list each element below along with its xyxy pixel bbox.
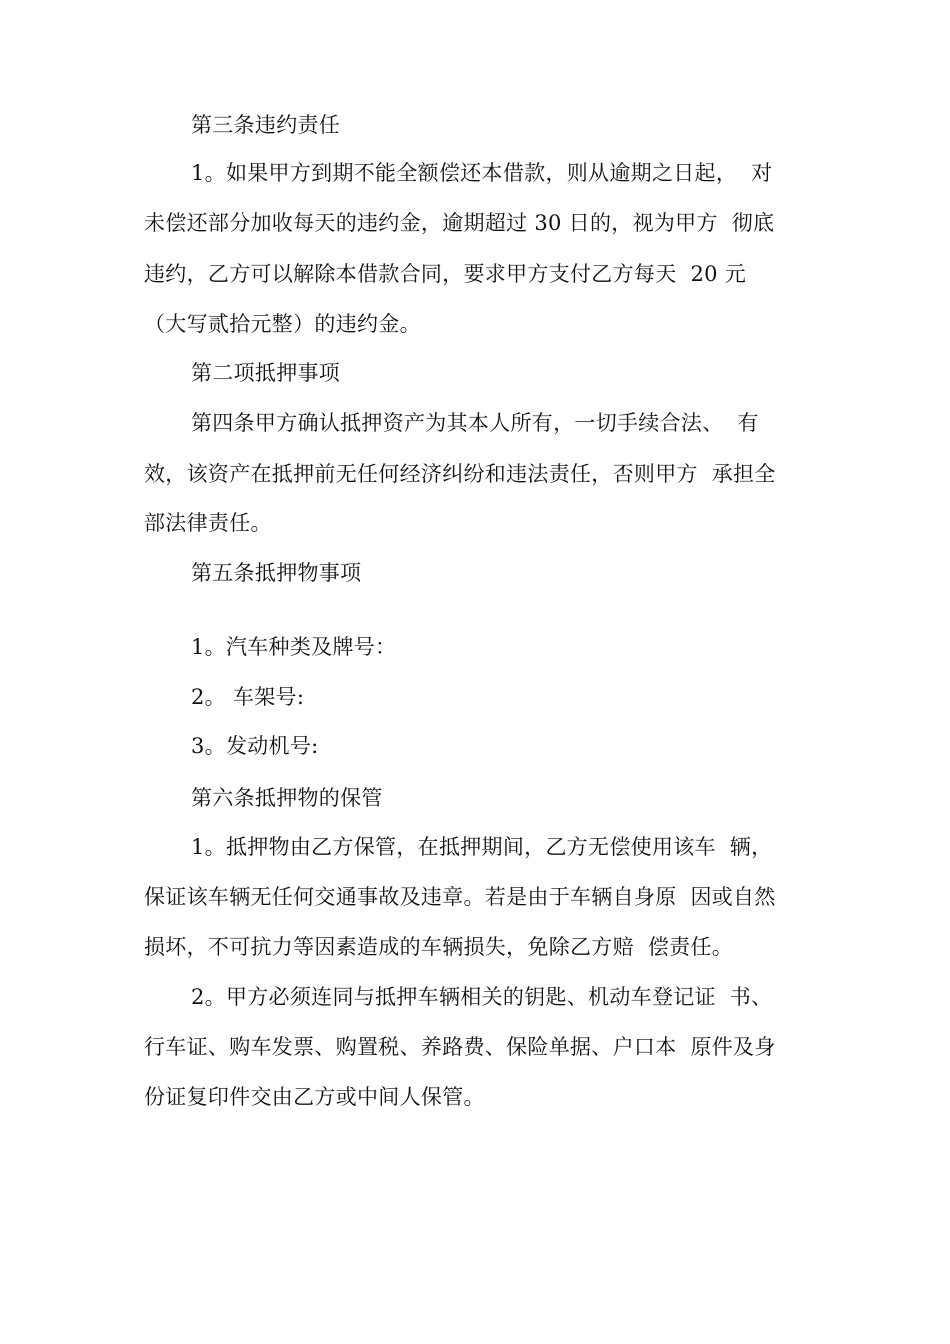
paragraph-line: 1。抵押物由乙方保管，在抵押期间，乙方无偿使用该车 辆， (191, 835, 773, 859)
paragraph-line: 损坏，不可抗力等因素造成的车辆损失，免除乙方赔 偿责任。 (144, 935, 734, 959)
list-item: 1。汽车种类及牌号： (191, 635, 397, 659)
paragraph-line: （大写贰拾元整）的违约金。 (144, 312, 421, 336)
paragraph-line: 1。如果甲方到期不能全额偿还本借款，则从逾期之日起， 对 (191, 161, 773, 185)
paragraph-line: 保证该车辆无任何交通事故及违章。若是由于车辆自身原 因或自然 (144, 885, 776, 909)
list-item: 2。 车架号: (191, 685, 305, 709)
paragraph-line: 违约，乙方可以解除本借款合同，要求甲方支付乙方每天 20 元 (144, 262, 747, 286)
list-item: 3。发动机号: (191, 734, 319, 758)
article-6-heading: 第六条抵押物的保管 (191, 786, 383, 810)
paragraph-line: 2。甲方必须连同与抵押车辆相关的钥匙、机动车登记证 书、 (191, 985, 773, 1009)
article-4-line: 第四条甲方确认抵押资产为其本人所有，一切手续合法、 有 (191, 411, 759, 435)
paragraph-line: 未偿还部分加收每天的违约金，逾期超过 30 日的，视为甲方 彻底 (144, 211, 775, 235)
section-2-heading: 第二项抵押事项 (191, 361, 341, 385)
article-5-heading: 第五条抵押物事项 (191, 561, 362, 585)
paragraph-line: 部法律责任。 (144, 511, 272, 535)
article-3-heading: 第三条违约责任 (191, 113, 341, 137)
paragraph-line: 效，该资产在抵押前无任何经济纠纷和违法责任，否则甲方 承担全 (144, 462, 776, 486)
paragraph-line: 份证复印件交由乙方或中间人保管。 (144, 1085, 485, 1109)
paragraph-line: 行车证、购车发票、购置税、养路费、保险单据、户口本 原件及身 (144, 1035, 776, 1059)
